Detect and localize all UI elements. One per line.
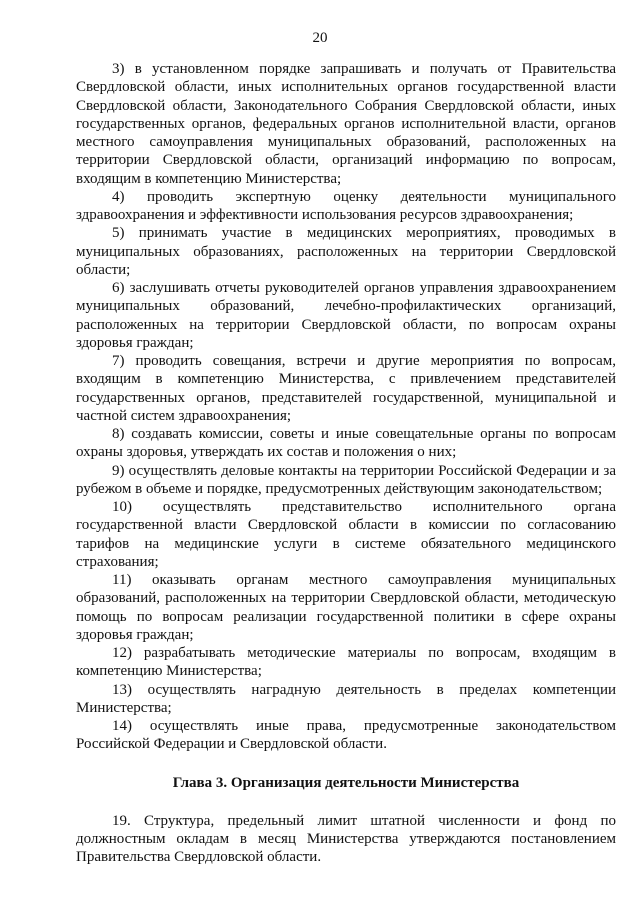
chapter-title: Глава 3. Организация деятельности Министерства (172, 774, 520, 791)
list-item-8: 8) создавать комиссии, советы и иные совещательные органы по вопросам охраны здоровья, утверждать их состав и положения о них; (76, 426, 616, 461)
page-content (76, 60, 616, 866)
list-item-11: 11) оказывать органам местного самоуправления муниципальных образований, расположенных на территории Свердловской области, методическую помощь по вопросам реализации государственной политики в сфере охраны здоровья граждан; (76, 572, 616, 643)
list-item-9: 9) осуществлять деловые контакты на территории Российской Федерации и за рубежом в объеме и порядке, предусмотренных действующим законодательством; (76, 462, 616, 497)
list-item-12: 12) разрабатывать методические материалы по вопросам, входящим в компетенцию Министерства; (76, 645, 616, 680)
list-item-5: 5) принимать участие в медицинских мероприятиях, проводимых в муниципальных образованиях, расположенных на территории Свердловской области; (76, 225, 616, 278)
list-item-6: 6) заслушивать отчеты руководителей органов управления здравоохранением муниципальных образований, лечебно-профилактических организаций, расположенных на территории Свердловской области, по вопросам охраны здоровья граждан; (76, 280, 616, 351)
list-item-7: 7) проводить совещания, встречи и другие мероприятия по вопросам, входящим в компетенцию Министерства, с привлечением представителей государственных органов, представителей государственной, муниципальной и частной систем здравоохранения; (76, 353, 616, 424)
chapter-paragraph-19: 19. Структура, предельный лимит штатной численности и фонд по должностным окладам в месяц Министерства утверждаются постановлением Правительства Свердловской области. (76, 812, 616, 865)
list-item-10: 10) осуществлять представительство исполнительного органа государственной власти Свердловской области в комиссии по согласованию тарифов на медицинские услуги в системе обязательного медицинского страхования; (76, 499, 616, 570)
list-item-13: 13) осуществлять наградную деятельность в пределах компетенции Министерства; (76, 681, 616, 716)
list-item-4: 4) проводить экспертную оценку деятельности муниципального здравоохранения и эффективности использования ресурсов здравоохранения; (76, 188, 616, 223)
list-item-3: 3) в установленном порядке запрашивать и получать от Правительства Свердловской области, иных исполнительных органов государственной власти Свердловской области, Законодательного Собрания Свердловской области, иных государственных органов, федеральных органов исполнительной власти, органов местного самоуправления муниципальных образований, расположенных на территории Свердловской области, организаций информацию по вопросам, входящим в компетенцию Министерства; (76, 61, 616, 187)
page-number: 20 (312, 30, 328, 46)
list-item-14: 14) осуществлять иные права, предусмотренные законодательством Российской Федерации и Свердловской области. (76, 718, 616, 753)
